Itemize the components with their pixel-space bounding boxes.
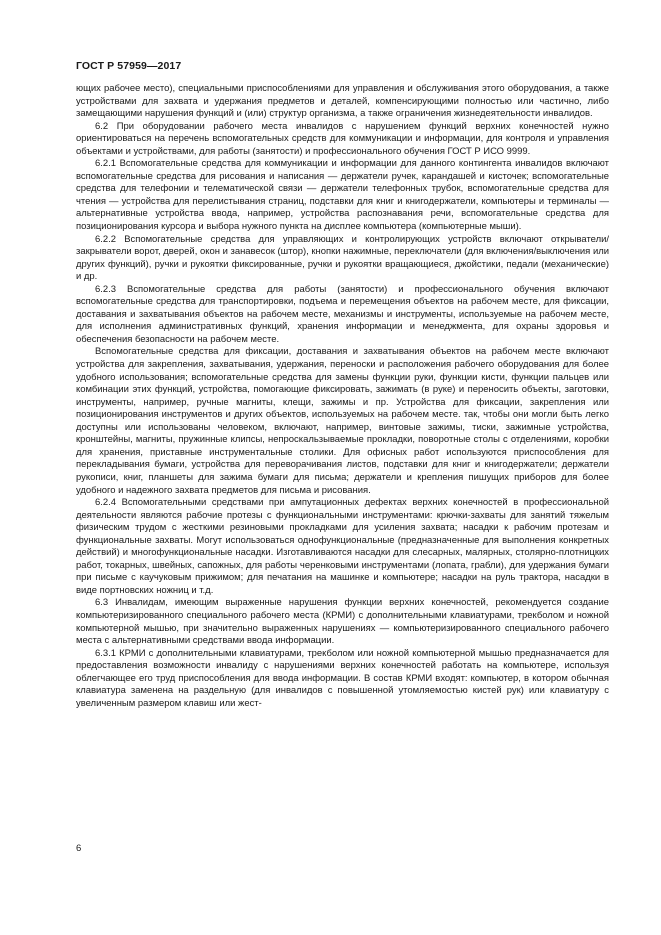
paragraph-6-3: 6.3 Инвалидам, имеющим выраженные нарушения функции верхних конечностей, рекомендуется создание компьютеризированного специального рабочего места (КРМИ) с дополнительными клавиатурами, трекболом и ножной компьютерной мышью, при значительно выраженных нарушениях — компьютеризированного специального рабочего места с альтернативными средствами ввода информации. <box>76 597 609 647</box>
paragraph-6-2-1: 6.2.1 Вспомогательные средства для коммуникации и информации для данного контингента инвалидов включают вспомогательные средства для рисования и написания — держатели ручек, карандашей и кисточек; вспомогательные средства для телефонии и телематической связи — держатели телефонных трубок, вспомогательные средства для чтения — устройства для перелистывания страниц, подставки для книг и книгодержатели, компьютеры и терминалы — альтернативные устройства ввода, например, устройства распознавания речи, вспомогательные средства для позиционирования курсора и выбора нужного пункта на дисплее компьютера (компьютерные мыши). <box>76 158 609 233</box>
paragraph-continuation: ющих рабочее место), специальными приспособлениями для управления и обслуживания этого оборудования, а также устройствами для захвата и удержания предметов и деталей, компенсирующими полностью или частично, либо замещающими нарушения функций и (или) структур организма, а также ограничения жизнедеятельности инвалидов. <box>76 83 609 120</box>
paragraph-6-2-2: 6.2.2 Вспомогательные средства для управляющих и контролирующих устройств включают открыватели/закрыватели ворот, дверей, окон и занавесок (штор), кнопки нажимные, переключатели (для включения/выключения или других функций), ручки и рукоятки фиксированные, ручки и рукоятки вращающиеся, джойстики, педали (механические) и др. <box>76 233 609 283</box>
standard-header: ГОСТ Р 57959—2017 <box>76 60 182 72</box>
paragraph-6-2-4: 6.2.4 Вспомогательными средствами при ампутационных дефектах верхних конечностей в профессиональной деятельности являются рабочие протезы с функциональными инструментами: крючки-захваты для занятий тяжелым физическим трудом с жесткими резиновыми прокладками для усиления захвата; насадки к рабочим протезам и функциональные захваты. Могут использоваться однофункциональные (предназначенные для выполнения конкретных действий) и многофункциональные насадки. Изготавливаются насадки для слесарных, малярных, столярно-плотницких работ, токарных, швейных, сапожных, для работы черенковыми инструментами (лопата, грабли), для удержания бумаги при письме с каучуковым прижимом; для печатания на машинке и компьютере; насадки на руль трактора, насадки в виде портновских ножниц и т.д. <box>76 497 609 596</box>
paragraph-6-3-1: 6.3.1 КРМИ с дополнительными клавиатурами, трекболом или ножной компьютерной мышью предназначается для предоставления возможности инвалиду с нарушениями верхних конечностей работать на компьютере, используя облегчающее его труд приспособления для ввода информации. В состав КРМИ входят: компьютер, в котором обычная клавиатура заменена на раздельную (для инвалидов с повышенной утомляемостью кистей рук) или клавиатуру с увеличенным размером клавиш или жест- <box>76 647 609 709</box>
paragraph-6-2-3: 6.2.3 Вспомогательные средства для работы (занятости) и профессионального обучения включают вспомогательные средства для транспортировки, подъема и перемещения объектов на рабочем месте, для фиксации, доставания и захватывания объектов на рабочем месте, механизмы и инструменты, используемые на рабочем месте, для исполнения административных функций, хранения информации и менеджмента, для охраны здоровья и обеспечения безопасности на рабочем месте. <box>76 283 609 345</box>
page-number: 6 <box>76 843 82 854</box>
paragraph-6-2: 6.2 При оборудовании рабочего места инвалидов с нарушением функций верхних конечностей нужно ориентироваться на перечень вспомогательных средств для коммуникации и информации, для контроля и управления объектами и устройствами, для работы (занятости) и профессионального обучения ГОСТ Р ИСО 9999. <box>76 120 609 157</box>
paragraph-fixation-aids: Вспомогательные средства для фиксации, доставания и захватывания объектов на рабочем месте включают устройства для закрепления, захватывания, удержания, переноски и расположения рабочего оборудования для более удобного использования; вспомогательные средства для замены функции руки, функции кисти, функции пальцев или комбинации этих функций, устройства, помогающие фиксировать, зажимать (в руке) и переносить объекты, заготовки, инструменты, например, ручные магниты, клещи, зажимы и пр. Устройства для фиксации, закрепления или позиционирования инструментов и других объектов, используемых на рабочем месте. так, чтобы они могли быть легко доступны или использованы человеком, включают, например, винтовые зажимы, тиски, зажимные устройства, кронштейны, магниты, пружинные клипсы, непроскальзываемые прокладки, поворотные столы с отделениями, коробки для хранения, приставные инструментальные столики. Для офисных работ используются приспособления для перекладывания бумаги, устройства для переворачивания листов, подставки для книг и книгодержатели; держатели рукописи, книг, планшеты для зажима бумаги для письма; держатели и крепления пишущих приборов для более удобного и надежного захвата предметов для письма и рисования. <box>76 346 609 496</box>
body-text <box>76 83 609 710</box>
